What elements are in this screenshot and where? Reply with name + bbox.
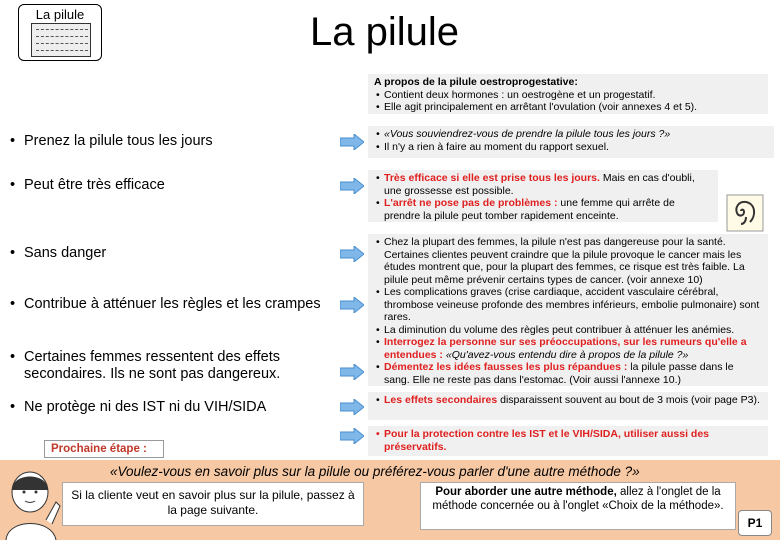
page-number: P1 bbox=[738, 510, 772, 536]
page-title: La pilule bbox=[310, 10, 460, 54]
daily-box bbox=[368, 126, 774, 158]
counselling-question: «Voulez-vous en savoir plus sur la pilule ou préférez-vous parler d'une autre méthode ?» bbox=[110, 464, 640, 479]
next-step-label: Prochaine étape : bbox=[44, 440, 164, 458]
ist-item: • Pour la protection contre les IST et le VIH/SIDA, utiliser aussi des préservatifs. bbox=[374, 428, 762, 453]
arrow-icon bbox=[340, 364, 364, 380]
key-point: • Peut être très efficace bbox=[10, 177, 330, 194]
about-box bbox=[368, 74, 768, 114]
daily-item: • «Vous souviendrez-vous de prendre la pilule tous les jours ?» bbox=[374, 128, 768, 141]
safety-item: • Chez la plupart des femmes, la pilule n'est pas dangereuse pour la santé. Certaines clientes peuvent craindre que la pilule provoque le cancer mais les études montrent que, pour la plupart des femmes, ce risque est très faible. La pilule peut même prévenir certains types de cancer. (voir annexe 10) bbox=[374, 236, 762, 286]
key-point: • Certaines femmes ressentent des effets secondaires. Ils ne sont pas dangereux. bbox=[10, 349, 340, 383]
key-point: • Sans danger bbox=[10, 245, 330, 262]
continue-box: Si la cliente veut en savoir plus sur la pilule, passez à la page suivante. bbox=[62, 482, 364, 526]
efficacy-item: • L'arrêt ne pose pas de problèmes : une femme qui arrête de prendre la pilule peut tomber rapidement enceinte. bbox=[374, 197, 712, 222]
safety-item: • Démentez les idées fausses les plus répandues : la pilule passe dans le sang. Elle ne reste pas dans l'estomac. (Voir aussi l'annexe 10.) bbox=[374, 361, 762, 386]
efficacy-box bbox=[368, 170, 718, 222]
about-heading: A propos de la pilule oestroprogestative: bbox=[374, 76, 578, 88]
ist-box bbox=[368, 426, 768, 456]
safety-item: • Interrogez la personne sur ses préoccupations, sur les rumeurs qu'elle a entendues : «Qu'avez-vous entendu dire à propos de la pilule ?» bbox=[374, 336, 762, 361]
key-point: • Prenez la pilule tous les jours bbox=[10, 133, 330, 150]
key-point: • Contribue à atténuer les règles et les crampes bbox=[10, 296, 330, 313]
side-effects-item: • Les effets secondaires disparaissent souvent au bout de 3 mois (voir page P3). bbox=[374, 394, 762, 407]
arrow-icon bbox=[340, 178, 364, 194]
nurse-illustration bbox=[2, 462, 68, 540]
arrow-icon bbox=[340, 399, 364, 415]
safety-item: • Les complications graves (crise cardiaque, accident vasculaire cérébral, thrombose veineuse profonde des membres inférieurs, embolie pulmonaire) sont rares. bbox=[374, 286, 762, 324]
side-effects-box bbox=[368, 392, 768, 420]
ear-icon bbox=[726, 194, 764, 232]
safety-box bbox=[368, 234, 768, 386]
about-item: • Elle agit principalement en arrêtant l'ovulation (voir annexes 4 et 5). bbox=[374, 101, 762, 114]
about-item: • Contient deux hormones : un oestrogène et un progestatif. bbox=[374, 89, 762, 102]
other-method-box: Pour aborder une autre méthode, allez à l'onglet de la méthode concernée ou à l'onglet «Choix de la méthode». bbox=[420, 482, 736, 530]
arrow-icon bbox=[340, 246, 364, 262]
arrow-icon bbox=[340, 134, 364, 150]
arrow-icon bbox=[340, 428, 364, 444]
daily-item: • Il n'y a rien à faire au moment du rapport sexuel. bbox=[374, 141, 768, 154]
efficacy-item: • Très efficace si elle est prise tous les jours. Mais en cas d'oubli, une grossesse est possible. bbox=[374, 172, 712, 197]
safety-item: • La diminution du volume des règles peut contribuer à atténuer les anémies. bbox=[374, 324, 762, 337]
pill-pack-icon bbox=[31, 23, 91, 57]
tab-label: La pilule bbox=[35, 7, 85, 22]
method-tab[interactable] bbox=[18, 4, 102, 61]
arrow-icon bbox=[340, 297, 364, 313]
key-point: • Ne protège ni des IST ni du VIH/SIDA bbox=[10, 399, 330, 416]
